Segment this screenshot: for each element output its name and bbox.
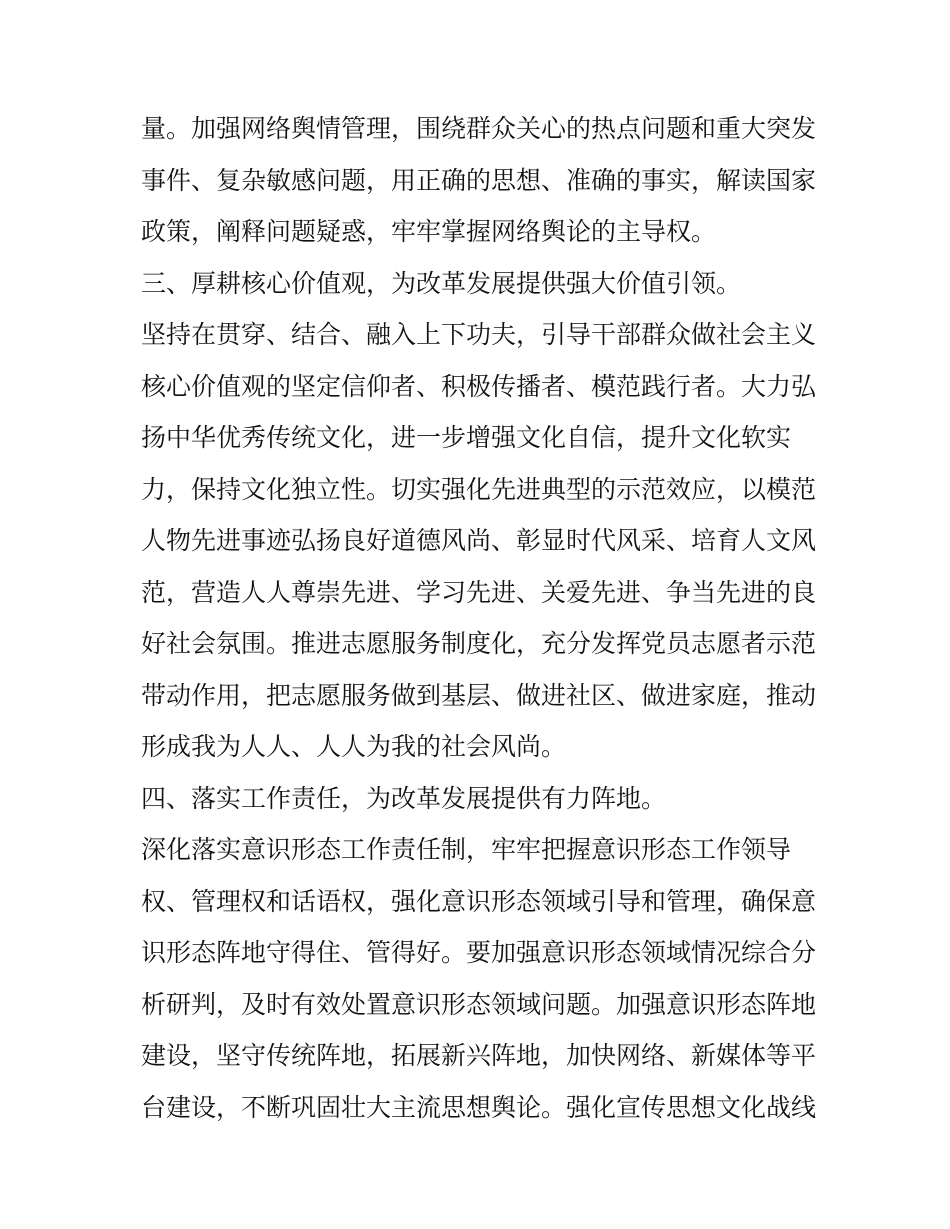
text-line: 好社会氛围。推进志愿服务制度化，充分发挥党员志愿者示范: [141, 629, 817, 658]
text-line: 深化落实意识形态工作责任制，牢牢把握意识形态工作领导: [141, 835, 792, 864]
section-heading: 三、厚耕核心价值观，为改革发展提供强大价值引领。: [141, 268, 742, 298]
text-line: 识形态阵地守得住、管得好。要加强意识形态领域情况综合分: [141, 938, 817, 967]
text-line: 力，保持文化独立性。切实强化先进典型的示范效应，以模范: [141, 474, 817, 504]
document-body: [141, 107, 821, 1137]
text-line: 建设，坚守传统阵地，拓展新兴阵地，加快网络、新媒体等平: [141, 1041, 817, 1070]
text-line: 扬中华优秀传统文化，进一步增强文化自信，提升文化软实: [141, 423, 792, 452]
text-line: 量。加强网络舆情管理，围绕群众关心的热点问题和重大突发: [141, 114, 817, 143]
text-line: 坚持在贯穿、结合、融入上下功夫，引导干部群众做社会主义: [141, 320, 817, 349]
text-line: 形成我为人人、人人为我的社会风尚。: [141, 732, 567, 761]
text-line: 事件、复杂敏感问题，用正确的思想、准确的事实，解读国家: [141, 165, 817, 195]
text-line: 人物先进事迹弘扬良好道德风尚、彰显时代风采、培育人文风: [141, 526, 817, 555]
section-heading: 四、落实工作责任，为改革发展提供有力阵地。: [141, 783, 667, 813]
text-line: 台建设，不断巩固壮大主流思想舆论。强化宣传思想文化战线: [141, 1092, 817, 1122]
text-line: 析研判，及时有效处置意识形态领域问题。加强意识形态阵地: [141, 989, 817, 1019]
text-line: 范，营造人人尊崇先进、学习先进、关爱先进、争当先进的良: [141, 577, 817, 607]
text-line: 权、管理权和话语权，强化意识形态领域引导和管理，确保意: [141, 886, 817, 916]
text-line: 核心价值观的坚定信仰者、积极传播者、模范践行者。大力弘: [141, 371, 817, 401]
text-line: 带动作用，把志愿服务做到基层、做进社区、做进家庭，推动: [141, 680, 817, 710]
text-line: 政策，阐释问题疑惑，牢牢掌握网络舆论的主导权。: [141, 217, 717, 246]
